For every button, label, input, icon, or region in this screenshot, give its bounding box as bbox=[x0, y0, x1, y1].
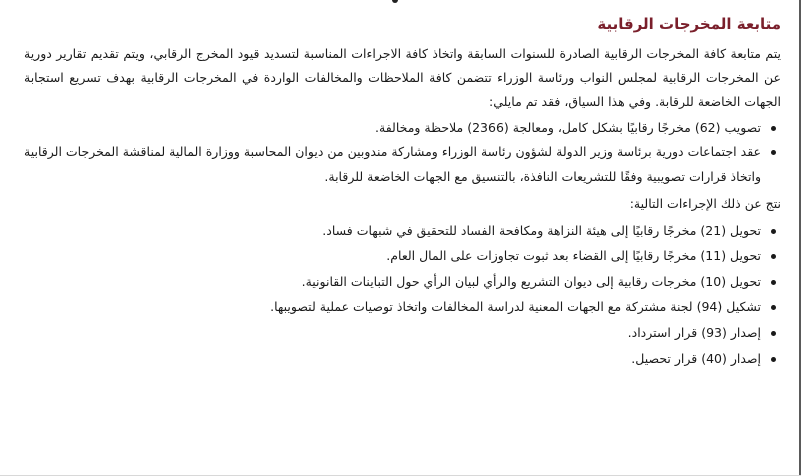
action-item bbox=[24, 218, 781, 244]
action-item-text: تحويل (10) مخرجات رقابية إلى ديوان التشريع والرأي لبيان الرأي حول التباينات القانونية. bbox=[301, 273, 761, 289]
action-item bbox=[24, 346, 781, 372]
action-item-text: تحويل (21) مخرجًا رقابيًا إلى هيئة النزاهة ومكافحة الفساد للتحقيق في شبهات فساد. bbox=[322, 222, 761, 238]
summary-item-text: تصويب (62) مخرجًا رقابيًا بشكل كامل، ومعالجة (2366) ملاحظة ومخالفة. bbox=[375, 120, 761, 136]
page-top-mark bbox=[392, 0, 398, 3]
bullet-dot-icon bbox=[771, 305, 776, 310]
document-content bbox=[24, 12, 781, 371]
section-title: متابعة المخرجات الرقابية bbox=[597, 15, 781, 33]
actions-intro: نتج عن ذلك الإجراءات التالية: bbox=[629, 195, 781, 211]
bullet-dot-icon bbox=[771, 150, 776, 155]
summary-list bbox=[24, 116, 781, 189]
action-item bbox=[24, 320, 781, 346]
action-item bbox=[24, 243, 781, 269]
actions-list bbox=[24, 218, 781, 372]
bullet-dot-icon bbox=[771, 254, 776, 259]
action-item-text: إصدار (40) قرار تحصيل. bbox=[631, 350, 761, 366]
bullet-dot-icon bbox=[771, 229, 776, 234]
bullet-dot-icon bbox=[771, 126, 776, 131]
summary-item bbox=[24, 116, 781, 140]
bullet-dot-icon bbox=[771, 280, 776, 285]
summary-item bbox=[24, 140, 781, 189]
action-item bbox=[24, 294, 781, 320]
summary-item-text: عقد اجتماعات دورية برئاسة وزير الدولة لشؤون رئاسة الوزراء ومشاركة مندوبين من ديوان المحاسبة ووزارة المالية لمناقشة المخرجات الرقابية واتخاذ قرارات تصويبية وفقًا للتشريعات النافذة، بالتنسيق مع الجهات الخاضعة للرقابة. bbox=[24, 144, 761, 184]
action-item bbox=[24, 269, 781, 295]
action-item-text: تحويل (11) مخرجًا رقابيًا إلى القضاء بعد ثبوت تجاوزات على المال العام. bbox=[386, 248, 761, 264]
bullet-dot-icon bbox=[771, 331, 776, 336]
bullet-dot-icon bbox=[771, 357, 776, 362]
action-item-text: تشكيل (94) لجنة مشتركة مع الجهات المعنية لدراسة المخالفات واتخاذ توصيات عملية لتصويبها. bbox=[270, 299, 761, 315]
action-item-text: إصدار (93) قرار استرداد. bbox=[627, 324, 761, 340]
intro-paragraph: يتم متابعة كافة المخرجات الرقابية الصادرة للسنوات السابقة واتخاذ كافة الاجراءات المناسبة لتسديد قيود المخرج الرقابي، ويتم تقديم تقارير دورية عن المخرجات الرقابية لمجلس النواب ورئاسة الوزراء تتضمن كافة الملاحظات والمخالفات الواردة في المخرجات الرقابية بهدف تسريع استجابة الجهات الخاضعة للرقابة. وفي هذا السياق، فقد تم مايلي: bbox=[24, 46, 781, 109]
